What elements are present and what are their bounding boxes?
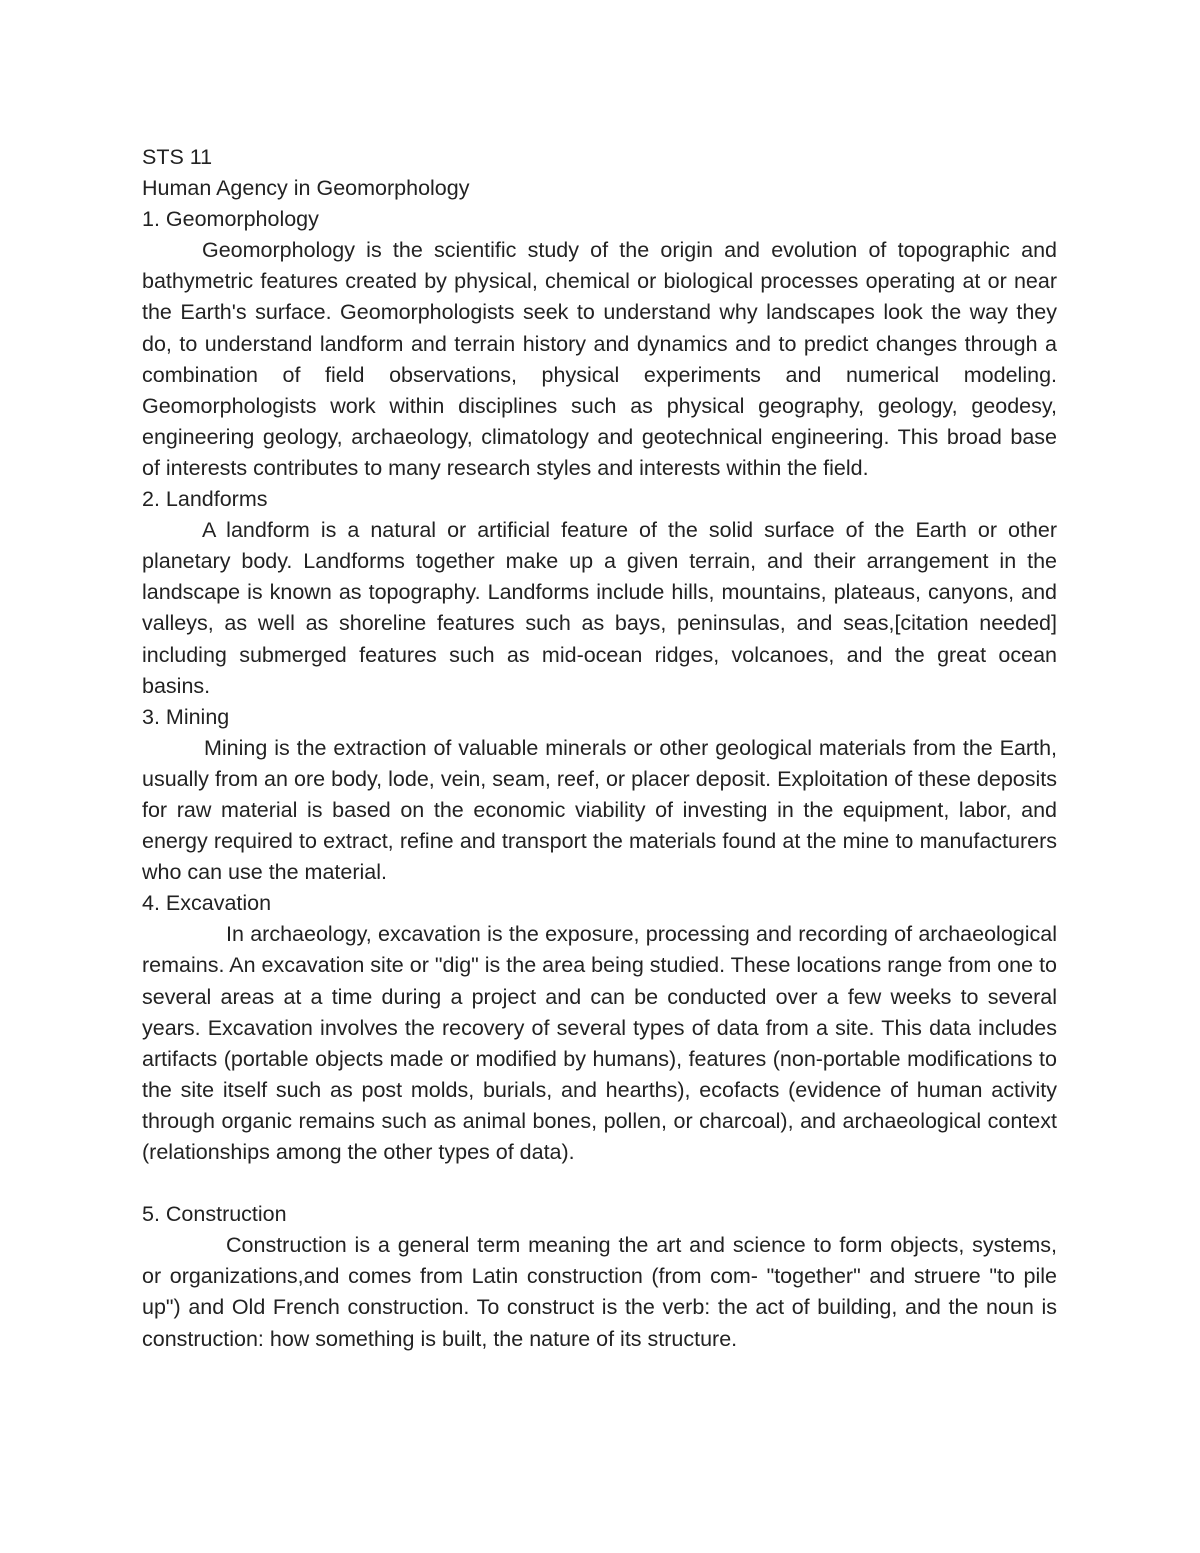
section-heading-excavation: 4. Excavation	[142, 891, 272, 916]
section-heading-construction: 5. Construction	[142, 1202, 287, 1227]
paragraph-spacer	[142, 1168, 1057, 1199]
section-body-mining: Mining is the extraction of valuable minerals or other geological materials from the Earth, usually from an ore body, lode, vein, seam, reef, or placer deposit. Exploitation of these deposits for raw material is based on the economic viability of investing in the equipment, labor, and energy required to extract, refine and transport the materials found at the mine to manufacturers who can use the material.	[142, 735, 1057, 885]
section-heading-geomorphology: 1. Geomorphology	[142, 207, 319, 232]
section-body-excavation: In archaeology, excavation is the exposure, processing and recording of archaeological remains. An excavation site or "dig" is the area being studied. These locations range from one to several areas at a time during a project and can be conducted over a few weeks to several years. Excavation involves the recovery of several types of data from a site. This data includes artifacts (portable objects made or modified by humans), features (non-portable modifications to the site itself such as post molds, burials, and hearths), ecofacts (evidence of human activity through organic remains such as animal bones, pollen, or charcoal), and archaeological context (relationships among the other types of data).	[142, 922, 1057, 1164]
section-heading-landforms: 2. Landforms	[142, 487, 268, 512]
course-code: STS 11	[142, 145, 213, 169]
section-body-landforms: A landform is a natural or artificial feature of the solid surface of the Earth or other planetary body. Landforms together make up a given terrain, and their arrangement in the landscape is known as topography. Landforms include hills, mountains, plateaus, canyons, and valleys, as well as shoreline features such as bays, peninsulas, and seas,[citation needed] including submerged features such as mid-ocean ridges, volcanoes, and the great ocean basins.	[142, 518, 1057, 698]
document-content	[142, 142, 1057, 1355]
document-title: Human Agency in Geomorphology	[142, 176, 470, 201]
section-body-construction: Construction is a general term meaning the art and science to form objects, systems, or organizations,and comes from Latin construction (from com- "together" and struere "to pile up") and Old French construction. To construct is the verb: the act of building, and the noun is construction: how something is built, the nature of its structure.	[142, 1233, 1057, 1351]
section-body-geomorphology: Geomorphology is the scientific study of the origin and evolution of topographic and bathymetric features created by physical, chemical or biological processes operating at or near the Earth's surface. Geomorphologists seek to understand why landscapes look the way they do, to understand landform and terrain history and dynamics and to predict changes through a combination of field observations, physical experiments and numerical modeling. Geomorphologists work within disciplines such as physical geography, geology, geodesy, engineering geology, archaeology, climatology and geotechnical engineering. This broad base of interests contributes to many research styles and interests within the field.	[142, 238, 1057, 480]
section-heading-mining: 3. Mining	[142, 704, 230, 729]
